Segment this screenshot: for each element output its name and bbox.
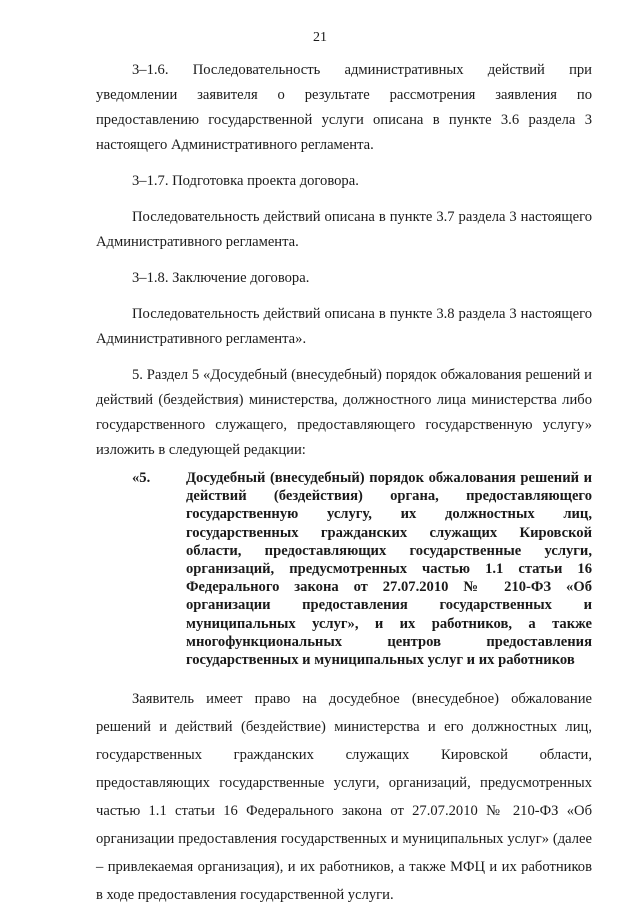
- section-heading-text: Досудебный (внесудебный) порядок обжалования решений и действий (бездействия) органа, предоставляющего государственную услугу, их должностных лиц, государственных гражданских служащих Кировской области, предоставляющих государственные услуги, организаций, предусмотренных частью 1.1 статьи 16 Федерального закона от 27.07.2010 № 210-ФЗ «Об организации предоставления государственных и муниципальных услуг», и их работников, а также многофункциональных центров предоставления государственных и муниципальных услуг и их работников: [186, 470, 592, 669]
- paragraph-3-1-7: 3–1.7. Подготовка проекта договора.: [132, 173, 359, 189]
- paragraph-3-1-7-sequence: Последовательность действий описана в пункте 3.7 раздела 3 настоящего Административного регламента.: [96, 209, 592, 250]
- page-number: 21: [313, 30, 327, 45]
- paragraph-3-1-6: 3–1.6. Последовательность административных действий при уведомлении заявителя о результате рассмотрения заявления по предоставлению государственной услуги описана в пункте 3.6 раздела 3 настоящего Административного регламента.: [96, 62, 592, 153]
- document-body: [96, 58, 592, 909]
- paragraph-appeal-right: Заявитель имеет право на досудебное (внесудебное) обжалование решений и действий (бездействие) министерства и его должностных лиц, государственных гражданских служащих Кировской области, предоставляющих государственные услуги, организаций, предусмотренных частью 1.1 статьи 16 Федерального закона от 27.07.2010 № 210-ФЗ «Об организации предоставления государственных и муниципальных услуг» (далее – привлекаемая организация), и их работников, а также МФЦ и их работников в ходе предоставления государственной услуги.: [96, 691, 592, 904]
- paragraph-section-5-amendment: 5. Раздел 5 «Досудебный (внесудебный) порядок обжалования решений и действий (бездействия) министерства, должностного лица министерства либо государственного служащего, предоставляющего государственную услугу» изложить в следующей редакции:: [96, 367, 592, 458]
- paragraph-3-1-8: 3–1.8. Заключение договора.: [132, 270, 310, 286]
- section-5-heading: [96, 469, 592, 669]
- paragraph-3-1-8-sequence: Последовательность действий описана в пункте 3.8 раздела 3 настоящего Административного регламента».: [96, 306, 592, 347]
- section-heading-number: «5.: [132, 470, 151, 486]
